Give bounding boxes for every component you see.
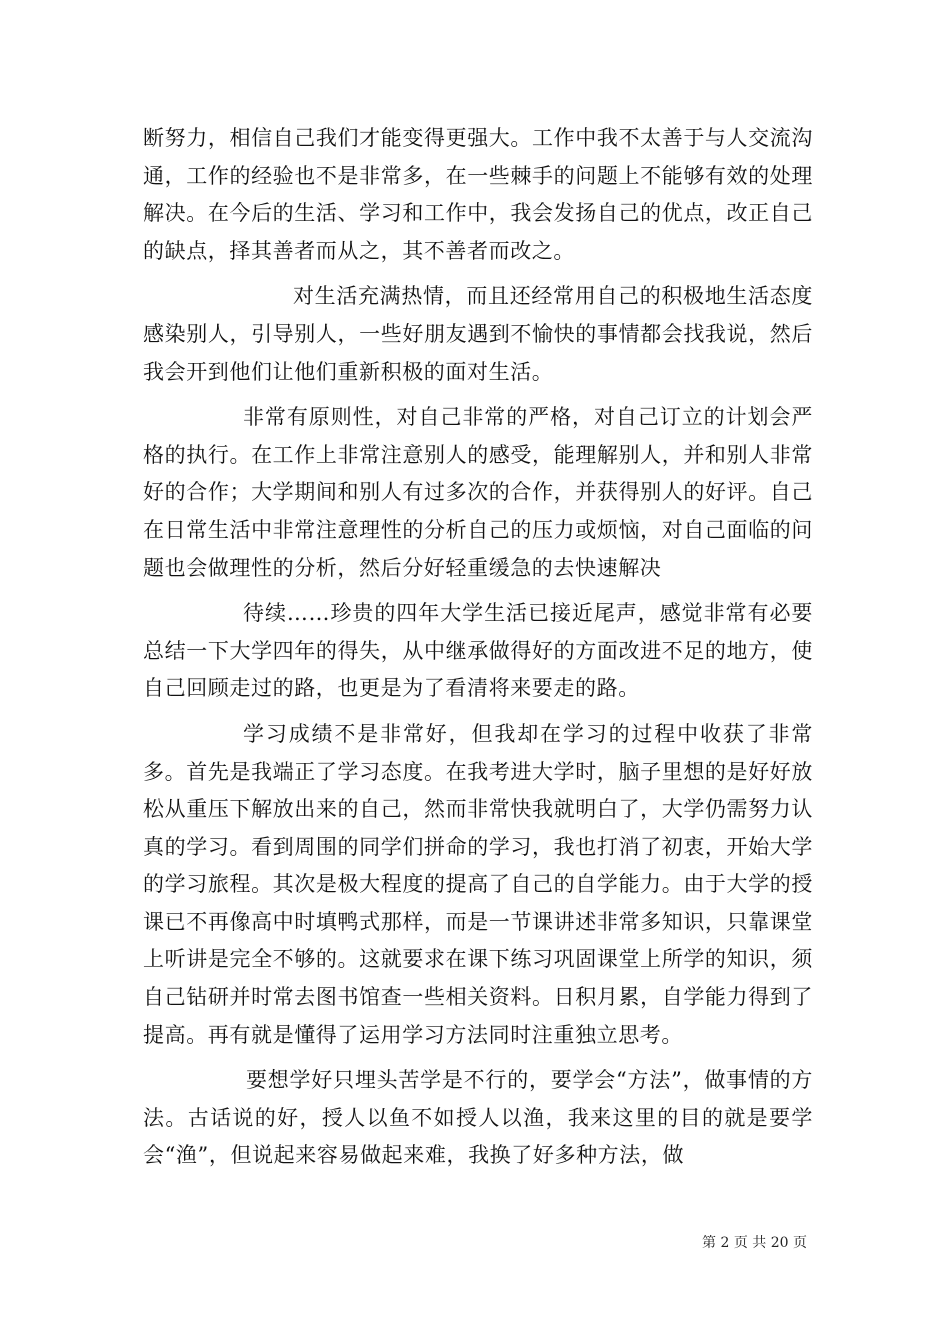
page-number-footer: 第 2 页 共 20 页 xyxy=(702,1235,807,1251)
paragraph-4: 待续……珍贵的四年大学生活已接近尾声，感觉非常有必要总结一下大学四年的得失，从中继承做得好的方面改进不足的地方，使自己回顾走过的路，也更是为了看清将来要走的路。 xyxy=(143,601,813,701)
body-text xyxy=(143,120,813,1183)
paragraph-5: 学习成绩不是非常好，但我却在学习的过程中收获了非常多。首先是我端正了学习态度。在我考进大学时，脑子里想的是好好放松从重压下解放出来的自己，然而非常快我就明白了，大学仍需努力认真的学习。看到周围的同学们拼命的学习，我也打消了初衷，开始大学的学习旅程。其次是极大程度的提高了自己的自学能力。由于大学的授课已不再像高中时填鸭式那样，而是一节课讲述非常多知识，只靠课堂上听讲是完全不够的。这就要求在课下练习巩固课堂上所学的知识，须自己钻研并时常去图书馆查一些相关资料。日积月累，自学能力得到了提高。再有就是懂得了运用学习方法同时注重独立思考。 xyxy=(143,721,813,1047)
paragraph-1: 断努力，相信自己我们才能变得更强大。工作中我不太善于与人交流沟通，工作的经验也不是非常多，在一些棘手的问题上不能够有效的处理解决。在今后的生活、学习和工作中，我会发扬自己的优点，改正自己的缺点，择其善者而从之，其不善者而改之。 xyxy=(143,126,813,263)
paragraph-6: 要想学好只埋头苦学是不行的，要学会“方法”，做事情的方法。古话说的好，授人以鱼不如授人以渔，我来这里的目的就是要学会“渔”，但说起来容易做起来难，我换了好多种方法，做 xyxy=(143,1068,813,1168)
paragraph-2: 对生活充满热情，而且还经常用自己的积极地生活态度感染别人，引导别人，一些好朋友遇到不愉快的事情都会找我说，然后我会开到他们让他们重新积极的面对生活。 xyxy=(143,284,813,384)
paragraph-3: 非常有原则性，对自己非常的严格，对自己订立的计划会严格的执行。在工作上非常注意别人的感受，能理解别人，并和别人非常好的合作；大学期间和别人有过多次的合作，并获得别人的好评。自己在日常生活中非常注意理性的分析自己的压力或烦恼，对自己面临的问题也会做理性的分析，然后分好轻重缓急的去快速解决 xyxy=(143,405,813,580)
